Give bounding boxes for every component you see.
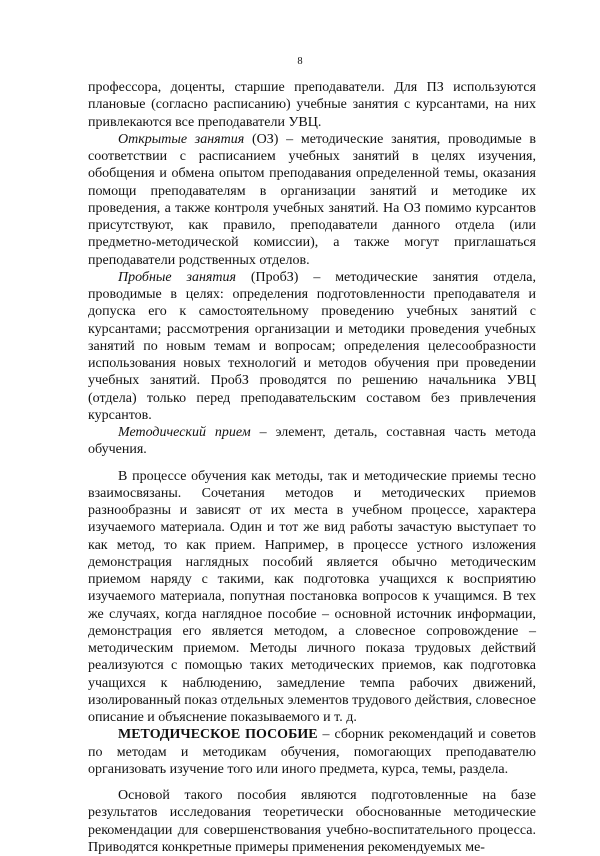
page-number: 8 [297, 56, 303, 67]
paragraph-continuation: профессора, доценты, старшие преподаватели. Для ПЗ используются плановые (согласно расписанию) учебные занятия с курсантами, на них привлекаются все преподаватели УВЦ. [88, 80, 536, 130]
term-methodical-technique: Методический прием [118, 425, 251, 440]
paragraph-open-lessons [88, 131, 536, 269]
term-open-lessons: Открытые занятия [118, 131, 245, 147]
definition-open-lessons: (ОЗ) – методические занятия, проводимые в соответствии с расписанием учебных занятий в целях изучения, обобщения и обмена опытом преподавания определенной темы, оказания помощи преподавателям в организации занятий и методике их проведения, а также контроля учебных занятий. На ОЗ помимо курсантов присутствуют, как правило, преподаватели данного отдела (или предметно-методической комиссии), а также могут приглашаться преподаватели родственных отделов. [88, 131, 537, 268]
paragraph-methodical-technique [88, 424, 536, 459]
definition-methodical-manual: – сборник рекомендаций и советов по методам и методикам обучения, помогающих преподавателю организовать изучение того или иного предмета, курса, темы, раздела. [88, 727, 537, 777]
definition-trial-lessons: (ПробЗ) – методические занятия отдела, проводимые в целях: определения подготовленности преподавателя и допуска его к самостоятельному проведению учебных занятий с курсантами; рассмотрения организации и методики проведения учебных занятий по новым темам и вопросам; определения целесообразности использования новых технологий и методов обучения при проведении учебных занятий. ПробЗ проводятся по решению начальника УВЦ (отдела) только перед преподавательским составом без привлечения курсантов. [88, 269, 536, 423]
document-body [88, 79, 536, 856]
paragraph-trial-lessons [88, 269, 536, 424]
paragraph-manual-basis: Основой такого пособия являются подготовленные на базе результатов исследования теоретически обоснованные методические рекомендации для совершенствования учебно-воспитательного процесса. Приводятся конкретные примеры применения рекомендуемых ме- [88, 788, 536, 855]
paragraph-methodical-manual [88, 726, 536, 778]
paragraph-methods-and-techniques: В процессе обучения как методы, так и методические приемы тесно взаимосвязаны. Сочетания методов и методических приемов разнообразны и зависят от их места в учебном процессе, характера изучаемого материала. Один и тот же вид работы зачастую выступает то как метод, то как прием. Например, в процессе устного изложения демонстрация наглядных пособий является обычно методическим приемом наряду с такими, как подготовка учащихся к восприятию изучаемого материала, попутная постановка вопросов к учащимся. В тех же случаях, когда наглядное пособие – основной источник информации, демонстрация его является методом, а словесное сопровождение – методическим приемом. Методы личного показа трудовых действий реализуются с помощью таких методических приемов, как подготовка учащихся к наблюдению, замедление темпа рабочих движений, изолированный показ отдельных элементов трудового действия, словесное описание и объяснение показываемого и т. д. [88, 468, 536, 725]
term-trial-lessons: Пробные занятия [118, 269, 237, 285]
definition-methodical-technique: – элемент, деталь, составная часть метода обучения. [88, 425, 536, 458]
term-methodical-manual: МЕТОДИЧЕСКОЕ ПОСОБИЕ [118, 727, 318, 743]
